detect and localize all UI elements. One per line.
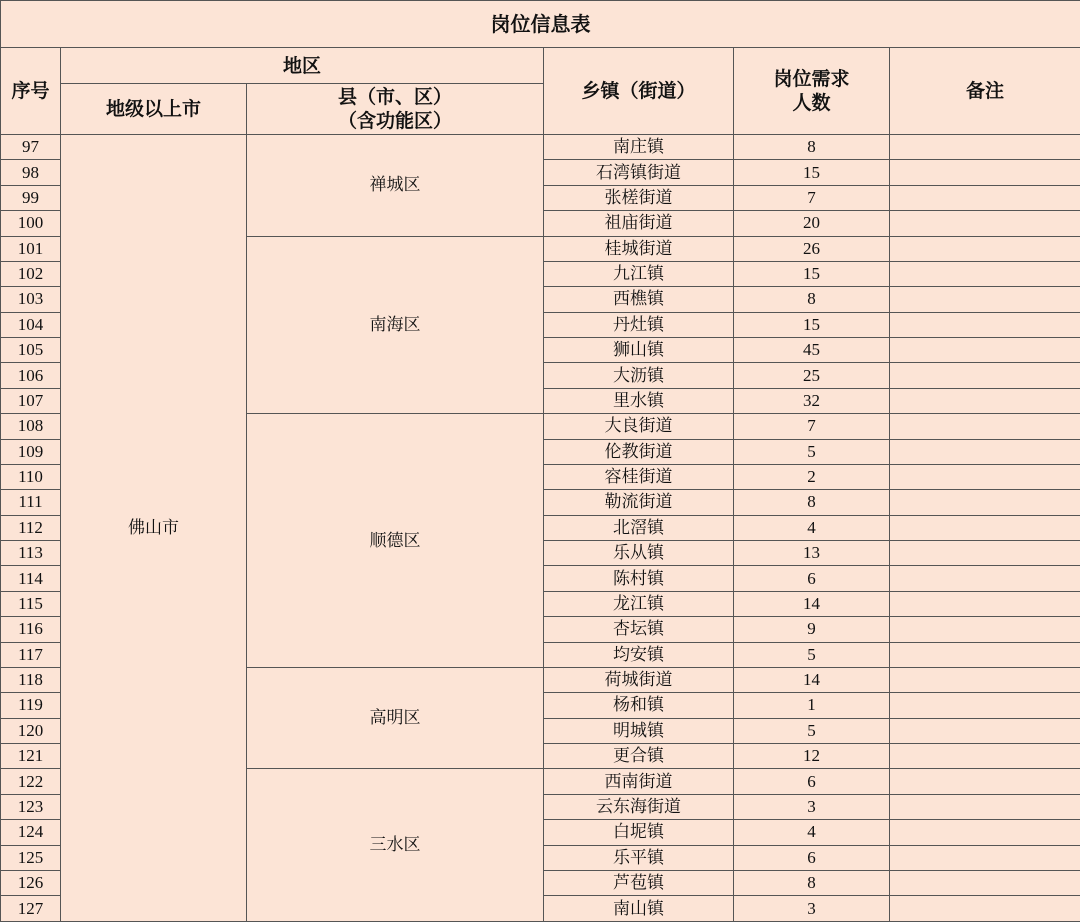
demand-count-cell: 15 [734, 261, 890, 286]
remark-cell [890, 312, 1080, 337]
town-cell: 伦教街道 [544, 439, 734, 464]
remark-cell [890, 870, 1080, 895]
header-remark: 备注 [890, 48, 1080, 135]
remark-cell [890, 566, 1080, 591]
town-cell: 九江镇 [544, 261, 734, 286]
demand-count-cell: 4 [734, 820, 890, 845]
demand-count-cell: 7 [734, 414, 890, 439]
town-cell: 均安镇 [544, 642, 734, 667]
seq-cell: 116 [1, 617, 61, 642]
demand-count-cell: 14 [734, 591, 890, 616]
demand-count-cell: 7 [734, 185, 890, 210]
remark-cell [890, 617, 1080, 642]
town-cell: 芦苞镇 [544, 870, 734, 895]
demand-count-cell: 9 [734, 617, 890, 642]
remark-cell [890, 591, 1080, 616]
demand-count-cell: 32 [734, 388, 890, 413]
town-cell: 祖庙街道 [544, 211, 734, 236]
seq-cell: 103 [1, 287, 61, 312]
remark-cell [890, 693, 1080, 718]
seq-cell: 101 [1, 236, 61, 261]
seq-cell: 126 [1, 870, 61, 895]
header-demand [734, 48, 890, 135]
seq-cell: 115 [1, 591, 61, 616]
town-cell: 西南街道 [544, 769, 734, 794]
remark-cell [890, 794, 1080, 819]
town-cell: 西樵镇 [544, 287, 734, 312]
seq-cell: 111 [1, 490, 61, 515]
town-cell: 云东海街道 [544, 794, 734, 819]
seq-cell: 122 [1, 769, 61, 794]
remark-cell [890, 211, 1080, 236]
header-demand-line2: 人数 [792, 92, 831, 114]
demand-count-cell: 5 [734, 642, 890, 667]
remark-cell [890, 464, 1080, 489]
remark-cell [890, 541, 1080, 566]
header-city: 地级以上市 [61, 84, 247, 135]
demand-count-cell: 8 [734, 870, 890, 895]
town-cell: 大沥镇 [544, 363, 734, 388]
remark-cell [890, 769, 1080, 794]
town-cell: 里水镇 [544, 388, 734, 413]
demand-count-cell: 13 [734, 541, 890, 566]
seq-cell: 107 [1, 388, 61, 413]
demand-count-cell: 5 [734, 439, 890, 464]
seq-cell: 117 [1, 642, 61, 667]
town-cell: 乐平镇 [544, 845, 734, 870]
remark-cell [890, 744, 1080, 769]
demand-count-cell: 8 [734, 135, 890, 160]
demand-count-cell: 6 [734, 566, 890, 591]
seq-cell: 118 [1, 667, 61, 692]
remark-cell [890, 135, 1080, 160]
town-cell: 丹灶镇 [544, 312, 734, 337]
remark-cell [890, 414, 1080, 439]
town-cell: 杏坛镇 [544, 617, 734, 642]
county-cell: 顺德区 [247, 414, 544, 668]
table-body [1, 135, 1080, 922]
town-cell: 大良街道 [544, 414, 734, 439]
remark-cell [890, 642, 1080, 667]
demand-count-cell: 4 [734, 515, 890, 540]
remark-cell [890, 439, 1080, 464]
seq-cell: 125 [1, 845, 61, 870]
header-town: 乡镇（街道） [544, 48, 734, 135]
remark-cell [890, 287, 1080, 312]
town-cell: 勒流街道 [544, 490, 734, 515]
demand-count-cell: 20 [734, 211, 890, 236]
town-cell: 乐从镇 [544, 541, 734, 566]
town-cell: 南山镇 [544, 896, 734, 922]
county-cell: 南海区 [247, 236, 544, 414]
town-cell: 白坭镇 [544, 820, 734, 845]
seq-cell: 104 [1, 312, 61, 337]
town-cell: 杨和镇 [544, 693, 734, 718]
table-row [1, 135, 1080, 160]
seq-cell: 124 [1, 820, 61, 845]
seq-cell: 106 [1, 363, 61, 388]
seq-cell: 105 [1, 338, 61, 363]
seq-cell: 121 [1, 744, 61, 769]
seq-cell: 98 [1, 160, 61, 185]
seq-cell: 123 [1, 794, 61, 819]
remark-cell [890, 820, 1080, 845]
town-cell: 更合镇 [544, 744, 734, 769]
demand-count-cell: 26 [734, 236, 890, 261]
remark-cell [890, 261, 1080, 286]
remark-cell [890, 236, 1080, 261]
seq-cell: 99 [1, 185, 61, 210]
seq-cell: 119 [1, 693, 61, 718]
remark-cell [890, 185, 1080, 210]
seq-cell: 114 [1, 566, 61, 591]
town-cell: 狮山镇 [544, 338, 734, 363]
town-cell: 桂城街道 [544, 236, 734, 261]
demand-count-cell: 1 [734, 693, 890, 718]
town-cell: 北滘镇 [544, 515, 734, 540]
seq-cell: 120 [1, 718, 61, 743]
remark-cell [890, 388, 1080, 413]
demand-count-cell: 14 [734, 667, 890, 692]
remark-cell [890, 160, 1080, 185]
demand-count-cell: 25 [734, 363, 890, 388]
seq-cell: 97 [1, 135, 61, 160]
demand-count-cell: 12 [734, 744, 890, 769]
remark-cell [890, 515, 1080, 540]
demand-count-cell: 15 [734, 312, 890, 337]
remark-cell [890, 718, 1080, 743]
town-cell: 南庄镇 [544, 135, 734, 160]
remark-cell [890, 845, 1080, 870]
header-seq: 序号 [1, 48, 61, 135]
county-cell: 高明区 [247, 667, 544, 769]
seq-cell: 113 [1, 541, 61, 566]
demand-count-cell: 2 [734, 464, 890, 489]
county-cell: 禅城区 [247, 135, 544, 237]
demand-count-cell: 6 [734, 845, 890, 870]
demand-count-cell: 5 [734, 718, 890, 743]
demand-count-cell: 15 [734, 160, 890, 185]
town-cell: 荷城街道 [544, 667, 734, 692]
seq-cell: 102 [1, 261, 61, 286]
seq-cell: 108 [1, 414, 61, 439]
remark-cell [890, 896, 1080, 922]
town-cell: 龙江镇 [544, 591, 734, 616]
header-area: 地区 [61, 48, 544, 84]
header-county-line1: 县（市、区） [337, 86, 452, 108]
town-cell: 容桂街道 [544, 464, 734, 489]
county-cell: 三水区 [247, 769, 544, 922]
seq-cell: 112 [1, 515, 61, 540]
remark-cell [890, 338, 1080, 363]
town-cell: 陈村镇 [544, 566, 734, 591]
remark-cell [890, 490, 1080, 515]
demand-count-cell: 8 [734, 287, 890, 312]
remark-cell [890, 667, 1080, 692]
town-cell: 张槎街道 [544, 185, 734, 210]
town-cell: 明城镇 [544, 718, 734, 743]
header-county-line2: （含功能区） [337, 110, 452, 132]
table-title: 岗位信息表 [1, 1, 1080, 48]
header-county [247, 84, 544, 135]
demand-count-cell: 3 [734, 896, 890, 922]
demand-count-cell: 8 [734, 490, 890, 515]
demand-count-cell: 3 [734, 794, 890, 819]
seq-cell: 127 [1, 896, 61, 922]
demand-count-cell: 45 [734, 338, 890, 363]
demand-count-cell: 6 [734, 769, 890, 794]
city-cell: 佛山市 [61, 135, 247, 922]
town-cell: 石湾镇街道 [544, 160, 734, 185]
seq-cell: 100 [1, 211, 61, 236]
header-demand-line1: 岗位需求 [773, 68, 850, 90]
seq-cell: 110 [1, 464, 61, 489]
remark-cell [890, 363, 1080, 388]
seq-cell: 109 [1, 439, 61, 464]
